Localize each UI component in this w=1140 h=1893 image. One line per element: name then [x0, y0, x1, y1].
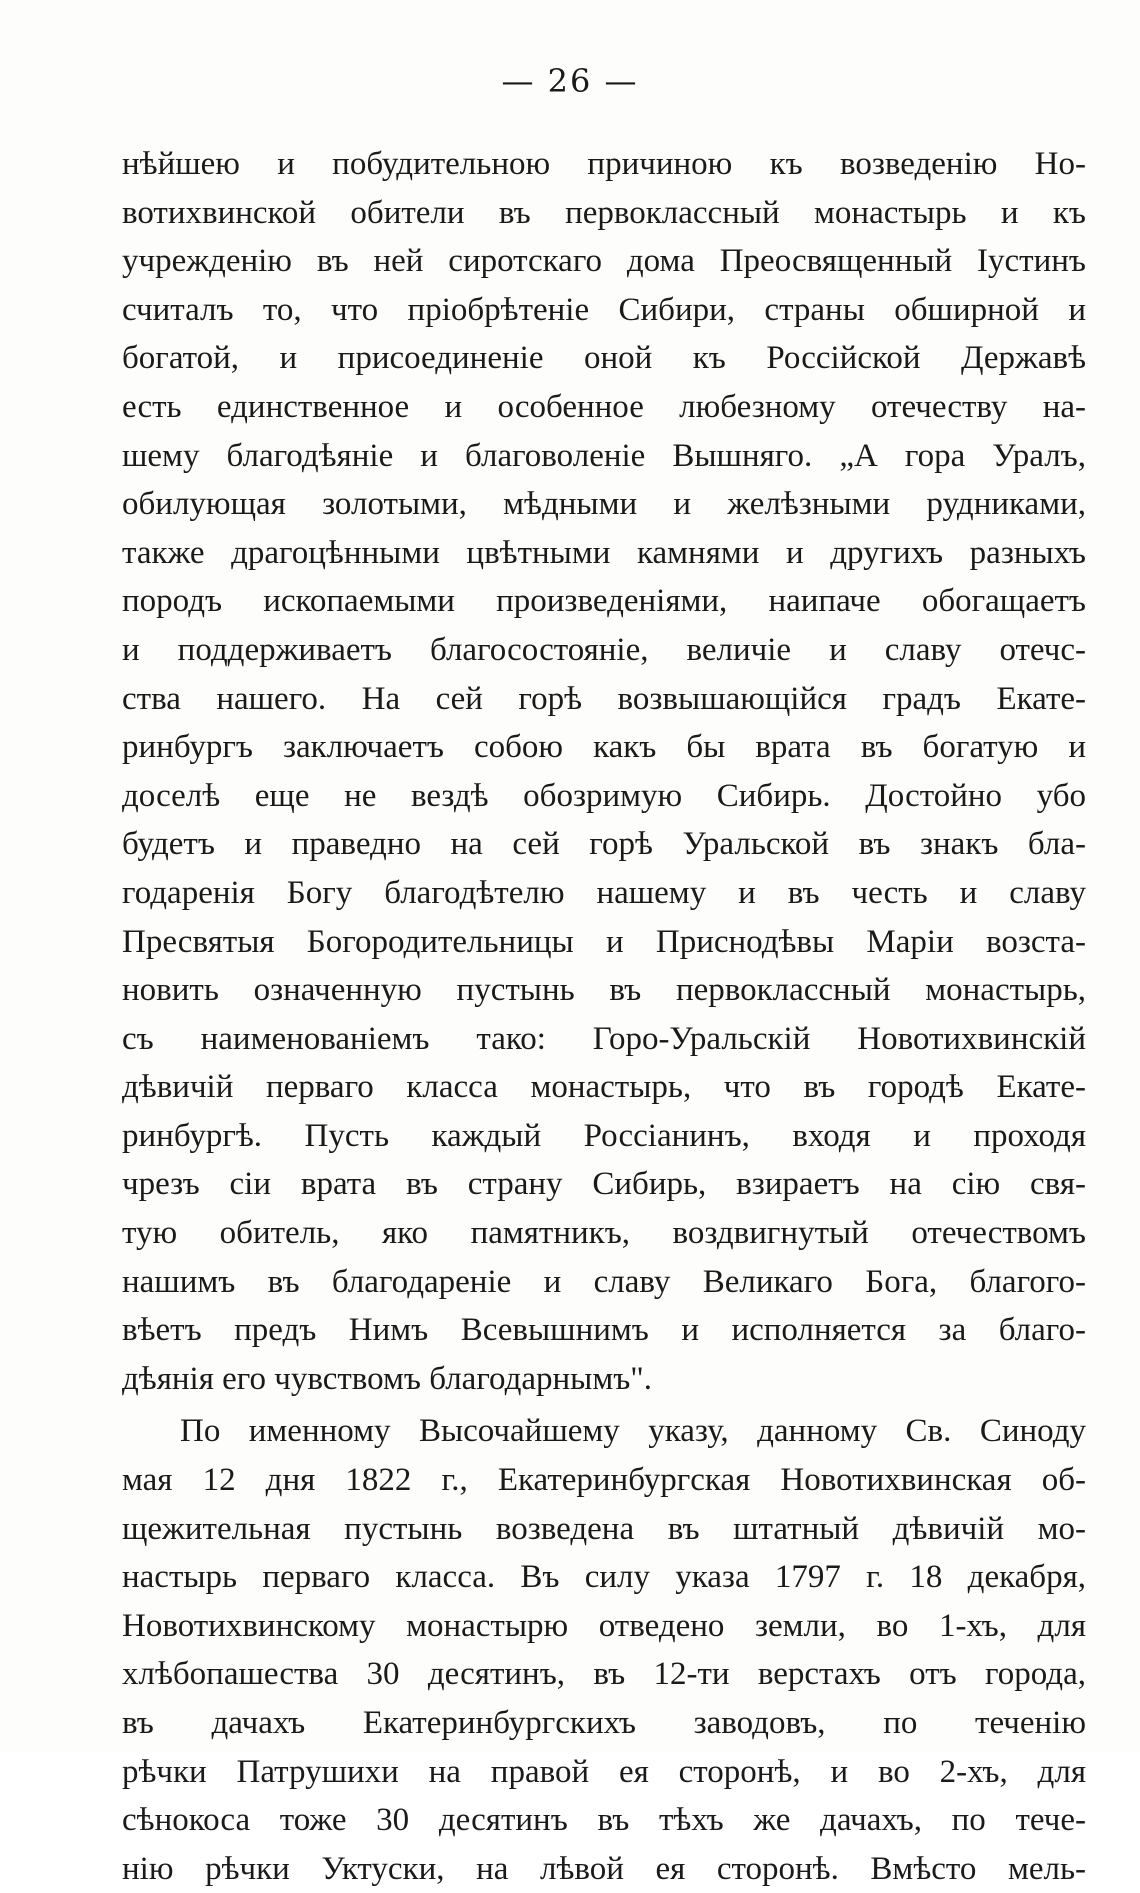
- text-line: и поддерживаетъ благосостояніе, величіе и славу отечс-: [122, 631, 1086, 668]
- text-line: нію рѣчки Уктуски, на лѣвой ея сторонѣ. Вмѣсто мель-: [122, 1850, 1086, 1887]
- text-line: мая 12 дня 1822 г., Екатеринбургская Новотихвинская об-: [122, 1462, 1086, 1499]
- text-line: хлѣбопашества 30 десятинъ, въ 12-ти верстахъ отъ города,: [122, 1656, 1086, 1693]
- text-line: нашимъ въ благодареніе и славу Великаго Бога, благого-: [122, 1263, 1086, 1300]
- text-line: считалъ то, что пріобрѣтеніе Сибири, страны обширной и: [122, 291, 1086, 328]
- paragraph-1: [122, 140, 1086, 1403]
- text-line: тую обитель, яко памятникъ, воздвигнутый отечествомъ: [122, 1215, 1086, 1252]
- text-line: сѣнокоса тоже 30 десятинъ въ тѣхъ же дачахъ, по тече-: [122, 1802, 1086, 1839]
- text-line: въ дачахъ Екатеринбургскихъ заводовъ, по теченію: [122, 1705, 1086, 1741]
- text-line: рѣчки Патрушихи на правой ея сторонѣ, и во 2-хъ, для: [122, 1753, 1086, 1790]
- text-line: Пресвятыя Богородительницы и Приснодѣвы Маріи возста-: [122, 923, 1086, 960]
- text-line: обилующая золотыми, мѣдными и желѣзными рудниками,: [122, 486, 1086, 523]
- text-line: годаренія Богу благодѣтелю нашему и въ честь и славу: [122, 874, 1086, 911]
- text-line: вотихвинской обители въ первоклассный монастырь и къ: [122, 194, 1086, 231]
- text-line: ринбургъ заключаетъ собою какъ бы врата въ богатую и: [122, 729, 1086, 766]
- paragraph-2: [122, 1407, 1086, 1893]
- text-line: богатой, и присоединеніе оной къ Россійской Державѣ: [122, 340, 1086, 377]
- text-line: новить означенную пустынь въ первоклассный монастырь,: [122, 972, 1086, 1009]
- text-line: шему благодѣяніе и благоволеніе Вышняго. „А гора Уралъ,: [122, 437, 1086, 474]
- text-line: будетъ и праведно на сей горѣ Уральской въ знакъ бла-: [122, 826, 1086, 863]
- text-line: дѣянія его чувствомъ благодарнымъ".: [122, 1360, 653, 1397]
- text-line: По именному Высочайшему указу, данному Св. Синоду: [180, 1413, 1086, 1450]
- text-line: щежительная пустынь возведена въ штатный дѣвичій мо-: [122, 1510, 1086, 1547]
- text-line: ринбургѣ. Пусть каждый Россіанинъ, входя и проходя: [122, 1117, 1086, 1154]
- text-line: ства нашего. На сей горѣ возвышающійся градъ Екате-: [122, 680, 1086, 717]
- text-line: вѣетъ предъ Нимъ Всевышнимъ и исполняется за благо-: [122, 1312, 1086, 1349]
- text-line: доселѣ еще не вездѣ обозримую Сибирь. Достойно убо: [122, 777, 1086, 814]
- body-text: [122, 140, 1086, 1893]
- text-line: есть единственное и особенное любезному отечеству на-: [122, 388, 1086, 425]
- text-line: съ наименованіемъ тако: Горо-Уральскій Новотихвинскій: [122, 1020, 1086, 1057]
- text-line: учрежденію въ ней сиротскаго дома Преосвященный Іустинъ: [122, 243, 1086, 280]
- text-line: настырь перваго класса. Въ силу указа 1797 г. 18 декабря,: [122, 1559, 1086, 1596]
- text-line: породъ ископаемыми произведеніями, наипаче обогащаетъ: [122, 583, 1086, 620]
- text-line: нѣйшею и побудительною причиною къ возведенію Но-: [122, 146, 1086, 182]
- page-number: — 26 —: [501, 62, 639, 100]
- text-line: дѣвичій перваго класса монастырь, что въ городѣ Екате-: [122, 1069, 1086, 1106]
- text-line: также драгоцѣнными цвѣтными камнями и другихъ разныхъ: [122, 534, 1086, 571]
- text-line: чрезъ сіи врата въ страну Сибирь, взираетъ на сію свя-: [122, 1166, 1086, 1203]
- text-line: Новотихвинскому монастырю отведено земли, во 1-хъ, для: [122, 1607, 1086, 1644]
